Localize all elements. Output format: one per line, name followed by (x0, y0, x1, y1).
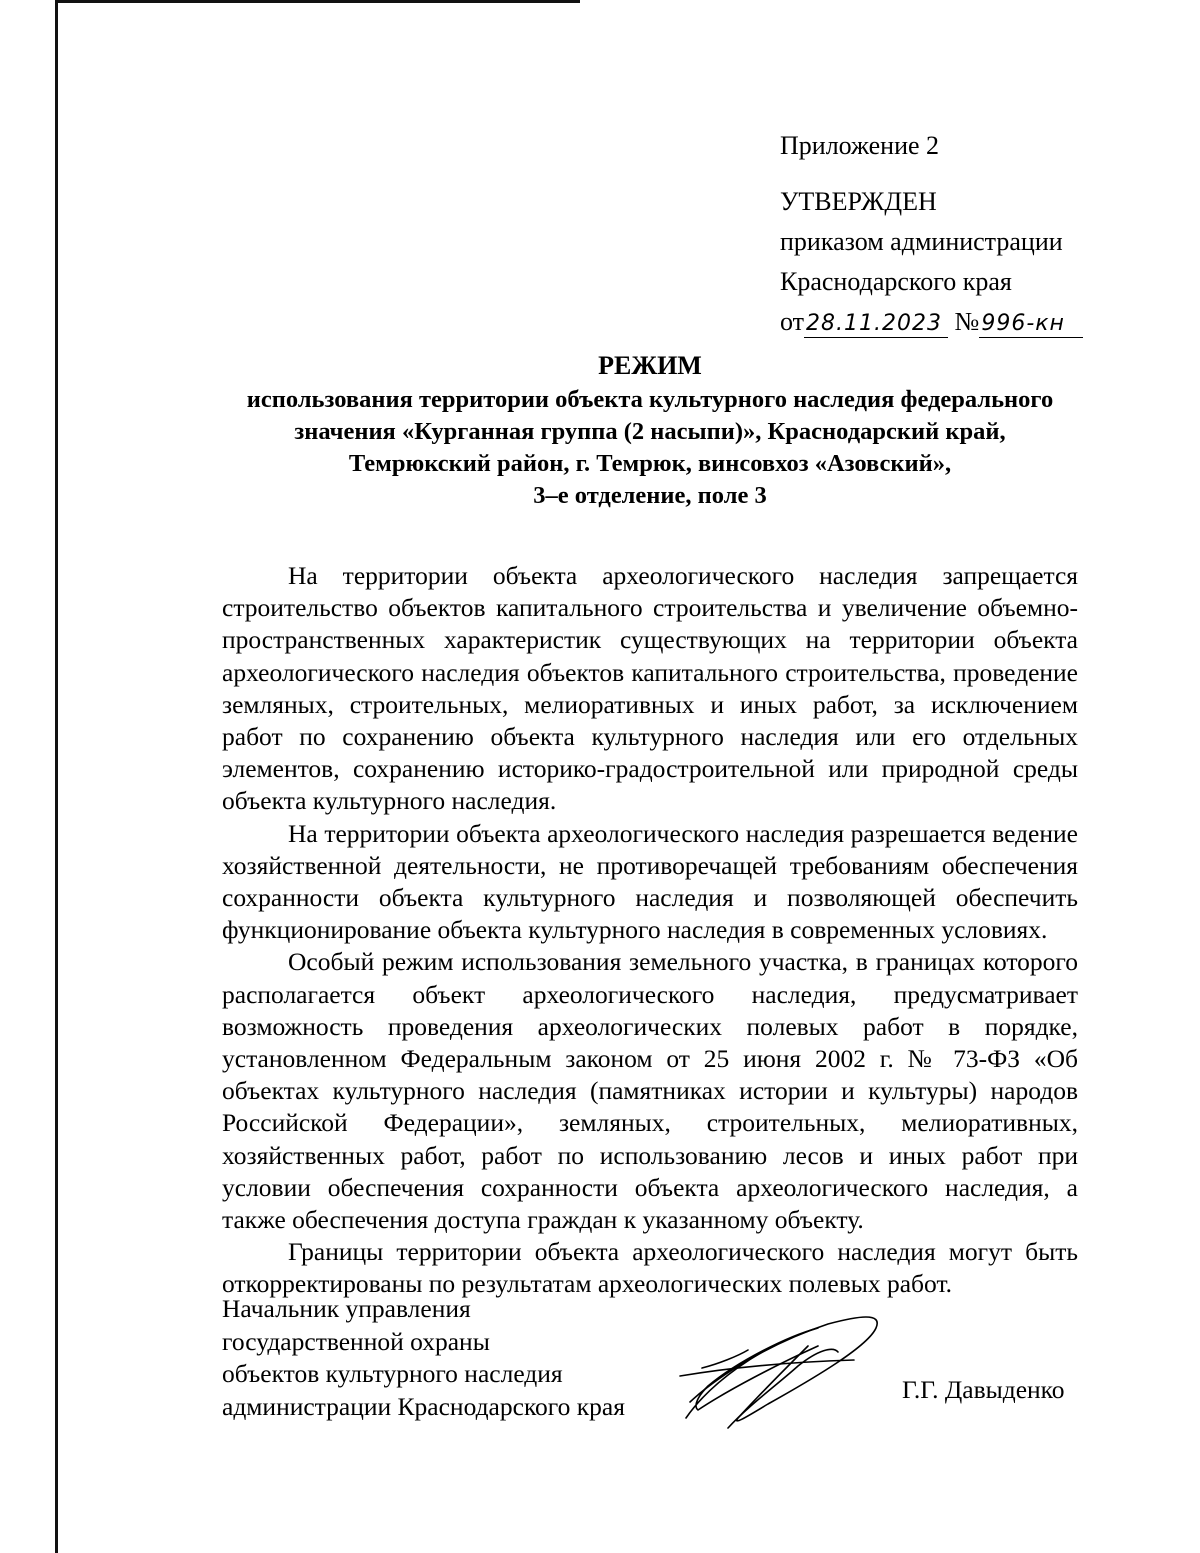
signatory-line-2: государственной охраны (222, 1326, 490, 1356)
handwritten-date: 28.11.2023 (804, 311, 948, 338)
title-line-2: значения «Курганная группа (2 насыпи)», Краснодарский край, (294, 418, 1006, 445)
paragraph-permitted-activity: На территории объекта археологического наследия разрешается ведение хозяйственной деятельности, не противоречащей требованиям обеспечения сохранности объекта культурного наследия и позволяющей обеспечить функционирование объекта культурного наследия в современных условиях. (222, 818, 1078, 945)
document-body (222, 560, 1078, 1301)
paragraph-prohibitions: На территории объекта археологического наследия запрещается строительство объектов капитального строительства и увеличение объемно-пространственных характеристик существующих на территории объекта археологического наследия объектов капитального строительства, проведение земляных, строительных, мелиоративных и иных работ, за исключением работ по сохранению объекта культурного наследия или его отдельных элементов, сохранению историко-градостроительной или природной среды объекта культурного наследия. (222, 561, 1078, 816)
approval-stamp-block (780, 126, 1083, 342)
approval-line-region: Краснодарского края (780, 267, 1012, 296)
title-line-1: использования территории объекта культурного наследия федерального (246, 386, 1054, 413)
document-title (200, 350, 1100, 512)
paragraph-special-regime: Особый режим использования земельного участка, в границах которого располагается объект археологического наследия, предусматривает возможность проведения археологических полевых работ в порядке, установленном Федеральным законом от 25 июня 2002 г. № 73-ФЗ «Об объектах культурного наследия (памятниках истории и культуры) народов Российской Федерации», земляных, строительных, мелиоративных, хозяйственных работ, работ по использованию лесов и иных работ при условии обеспечения сохранности объекта археологического наследия, а также обеспечения доступа граждан к указанному объекту. (222, 947, 1078, 1235)
appendix-label: Приложение 2 (780, 131, 940, 160)
title-line-3: Темрюкский район, г. Темрюк, винсовхоз «Азовский», (348, 450, 952, 477)
paragraph-boundaries: Границы территории объекта археологического наследия могут быть откорректированы по результатам археологических полевых работ. (222, 1237, 1078, 1299)
title-line-4: 3–е отделение, поле 3 (533, 482, 767, 509)
approved-label: УТВЕРЖДЕН (780, 187, 937, 216)
scan-edge-top (55, 0, 580, 3)
number-sign: № (954, 307, 980, 336)
signatory-line-3: объектов культурного наследия (222, 1359, 563, 1388)
signatory-line-4: администрации Краснодарского края (222, 1391, 625, 1421)
handwritten-signature-icon (668, 1306, 888, 1436)
title-head: РЕЖИМ (598, 351, 702, 380)
handwritten-number: 996-кн (979, 311, 1083, 338)
signatory-line-1: Начальник управления (222, 1294, 471, 1323)
signatory-name: Г.Г. Давыденко (902, 1375, 1065, 1404)
scan-edge-left (55, 0, 58, 1553)
date-prefix: от (780, 307, 805, 336)
approval-line-order: приказом администрации (780, 227, 1063, 256)
approval-date-line (780, 302, 1083, 342)
signatory-position (222, 1293, 625, 1423)
